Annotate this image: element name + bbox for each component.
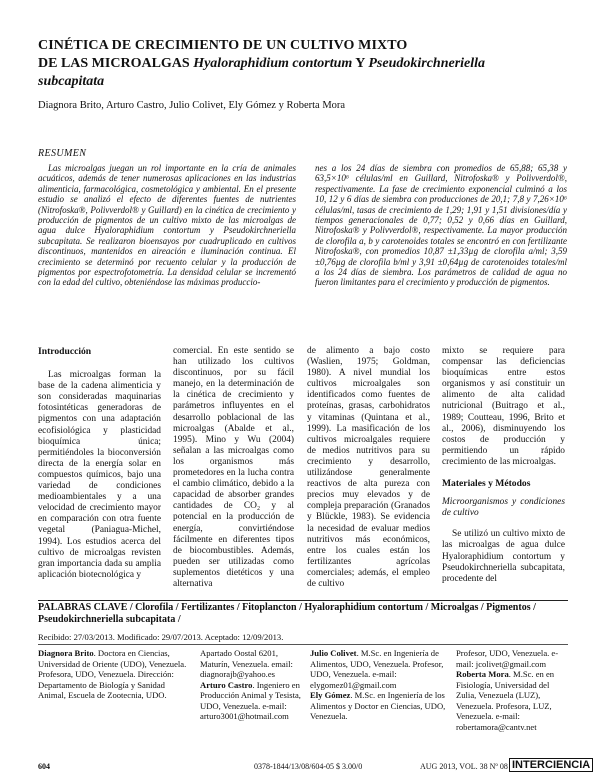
author-bio-text: . M.Sc. en Ingeniería de Alimentos, UDO, Venezuela. Profesor, UDO, Venezuela. e-mail: elygomez01@gmail.com <box>310 648 444 690</box>
abstract-column-1: Las microalgas juegan un rol importante en la cría de animales acuáticos, además de tener numerosas aplicaciones en las industrias alimenticia, farmacológica, cosmetológica y ambiental. En el presente estudio se analizó el efecto de diferentes fuentes de nutrientes (Nitrofoska®, Polivverdol® y Guillard) en la cinética de crecimiento y producción de pigmentos de un cultivo mixto de las microalgas de agua dulce Hyaloraphidium contortum y Pseudokirchneriella subcapitata. Se realizaron bioensayos por cuadruplicado en cultivos discontinuos, mantenidos en aireación e iluminación continua. El crecimiento se determinó por recuento celular y la producción de pigmentos por espectrofotometría. La densidad celular se incrementó con la edad del cultivo, obteniéndose las máximas produccio- <box>38 163 296 288</box>
issn-code: 0378-1844/13/08/604-05 $ 3.00/0 <box>254 762 363 771</box>
author-bio-3 <box>310 648 448 722</box>
journal-logo: INTERCIENCIA <box>509 758 593 772</box>
author-bio-1 <box>38 648 192 701</box>
author-name: Diagnora Brito <box>38 648 94 658</box>
title-line-2-prefix: DE LAS MICROALGAS <box>38 56 194 71</box>
author-bio-text: Profesor, UDO, Venezuela. e-mail: jcolivet@gmail.com <box>456 648 559 669</box>
methods-paragraph-1: Se utilizó un cultivo mixto de las microalgas de agua dulce Hyaloraphidium contortum y Pseudokirchneriella subcapitata, procedente del <box>442 529 565 584</box>
author-bio-4 <box>456 648 570 732</box>
keywords-rule <box>38 600 568 601</box>
keywords: PALABRAS CLAVE / Clorofila / Fertilizantes / Fitoplancton / Hyaloraphidium contortum / Microalgas / Pigmentos / Pseudokirchneriella subcapitata / <box>38 602 536 625</box>
intro-paragraph-1: Las microalgas forman la base de la cadena alimenticia y son consideradas maquinarias fotosintéticas generadoras de pigmentos con una adaptación ecofisiológica y plasticidad bioquímica única; permitiéndoles la bioconversión directa de la energía solar en compuestos químicos, bajo una variedad de condiciones medioambientales y a una velocidad de crecimiento mayor en comparación con otra fuente vegetal (Paniagua-Michel, 1994). Los estudios acerca del cultivo de microalgas revisten gran importancia dada su amplia aplicación biotecnológica y <box>38 370 161 580</box>
intro-paragraph-4: mixto se requiere para compensar las deficiencias bioquímicas entre estos organismos y así constituir un alimento de alta calidad nutricional (Buitrago et al., 1989; Coutteau, 1996, Brito et al., 2006), disminuyendo los costos de producción y permitiendo un rápido crecimiento de las microalgas. <box>442 346 565 467</box>
author-bio-text: . Doctora en Ciencias, Universidad de Oriente (UDO), Venezuela. Profesora, UDO, Venezuela. Dirección: Departamento de Biología y Sanidad Animal, Escuela de Zootecnia, UDO. <box>38 648 187 700</box>
author-list: Diagnora Brito, Arturo Castro, Julio Colivet, Ely Gómez y Roberta Mora <box>38 100 346 111</box>
intro-paragraph-2: comercial. En este sentido se han utilizado los cultivos discontinuos, por su fácil manejo, en la determinación de la cinética de crecimiento y parámetros influyentes en el desarrollo poblacional de las microalgas (Abalde et al., 1995). Mino y Wu (2004) señalan a las microalgas como los organismos más prometedores en la lucha contra el cambio climático, debido a la capacidad de absorber grandes cantidades de CO₂ y al potencial en la producción de energía, convirtiéndose fácilmente en diferentes tipos de biocombustibles. Además, pueden ser utilizadas como suplementos dietéticos y una alternativa <box>173 346 294 589</box>
author-name: Julio Colivet <box>310 648 357 658</box>
author-name: Ely Gómez <box>310 690 351 700</box>
body-column-1 <box>38 346 161 581</box>
author-name: Roberta Mora <box>456 669 509 679</box>
author-bio-text: . M.Sc. en en Fisiología, Universidad del Zulia, Venezuela (LUZ), Venezuela. Profesora, LUZ, Venezuela. e-mail: robertamora@cantv.net <box>456 669 555 732</box>
intro-heading: Introducción <box>38 346 92 357</box>
title-line-2-conj: Y <box>352 56 369 71</box>
issue-info: AUG 2013, VOL. 38 Nº 08 <box>420 762 508 771</box>
body-column-3 <box>307 346 430 590</box>
author-name: Arturo Castro <box>200 679 253 690</box>
title-species-2: Pseudokirchneriella <box>368 56 486 71</box>
body-column-2 <box>173 346 294 590</box>
author-bio-text: . M.Sc. en Ingeniería de los Alimentos y Doctor en Ciencias, UDO, Venezuela. <box>310 690 446 721</box>
title-line-3: subcapitata <box>38 74 105 89</box>
author-bio-text: Apartado Oostal 6201, Maturín, Venezuela. email: diagnorajb@yahoo.es <box>200 648 293 679</box>
methods-subheading: Microorganismos y condiciones de cultivo <box>442 497 565 519</box>
intro-paragraph-3: de alimento a bajo costo (Waslien, 1975; Goldman, 1980). A nivel mundial los cultivos microalgales son identificados como fuentes de proteínas, grasas, carbohidratos y vitaminas (Quintana et al., 1999). La masificación de los cultivos microalgales requiere de medios nutritivos para su crecimiento y desarrollo, utilizándose generalmente reactivos de alta pureza con precios muy elevados y de compleja preparación (Granados y Blückle, 1983). Se evidencia la necesidad de evaluar medios nutritivos más económicos, entre los cuales están los fertilizantes agrícolas comerciales; además, el empleo de cultivo <box>307 346 430 589</box>
body-column-4 <box>442 346 565 585</box>
author-bio-2 <box>200 648 302 722</box>
submission-dates: Recibido: 27/03/2013. Modificado: 29/07/2013. Aceptado: 12/09/2013. <box>38 632 284 642</box>
title-line-2 <box>38 56 485 72</box>
title-species-1: Hyaloraphidium contortum <box>193 56 353 71</box>
title-line-1: CINÉTICA DE CRECIMIENTO DE UN CULTIVO MIXTO <box>38 38 408 53</box>
page-number: 604 <box>38 762 50 771</box>
methods-heading: Materiales y Métodos <box>442 478 531 490</box>
abstract-column-2: nes a los 24 días de siembra con promedios de 65,88; 65,38 y 63,5×10⁶ células/ml en Guillard, Nitrofoska® y Polivverdol®, respectivamente. La fase de crecimiento exponencial culminó a los 10, 12 y 6 días de siembra con producciones de 20,1; 7,8 y 7,26×10⁶ células/ml, tasas de crecimiento de 1,29; 1,91 y 1,51 divisiones/día y tiempos generacionales de 0,77; 0,52 y 0,66 días en Guillard, Nitrofoska® y Polivverdol®, respectivamente. La mayor producción de clorofila a, b y carotenoides totales se encontró en con fertilizante Nitrofoska®, con promedios 10,87 ±1,33µg de clorofila a/ml; 3,59 ±0,76µg de clorofila b/ml y 3,91 ±0,64µg de carotenoides totales/ml a los 24 días de siembra. Los parámetros de calidad de agua no fueron limitantes para el crecimiento y producción de pigmentos. <box>315 163 567 288</box>
abstract-heading: RESUMEN <box>38 148 87 159</box>
author-bio-text: . Ingeniero en Producción Animal y Tesista, UDO, Venezuela. e-mail: arturo3001@hotmail.com <box>200 679 301 721</box>
dates-rule <box>38 644 568 645</box>
